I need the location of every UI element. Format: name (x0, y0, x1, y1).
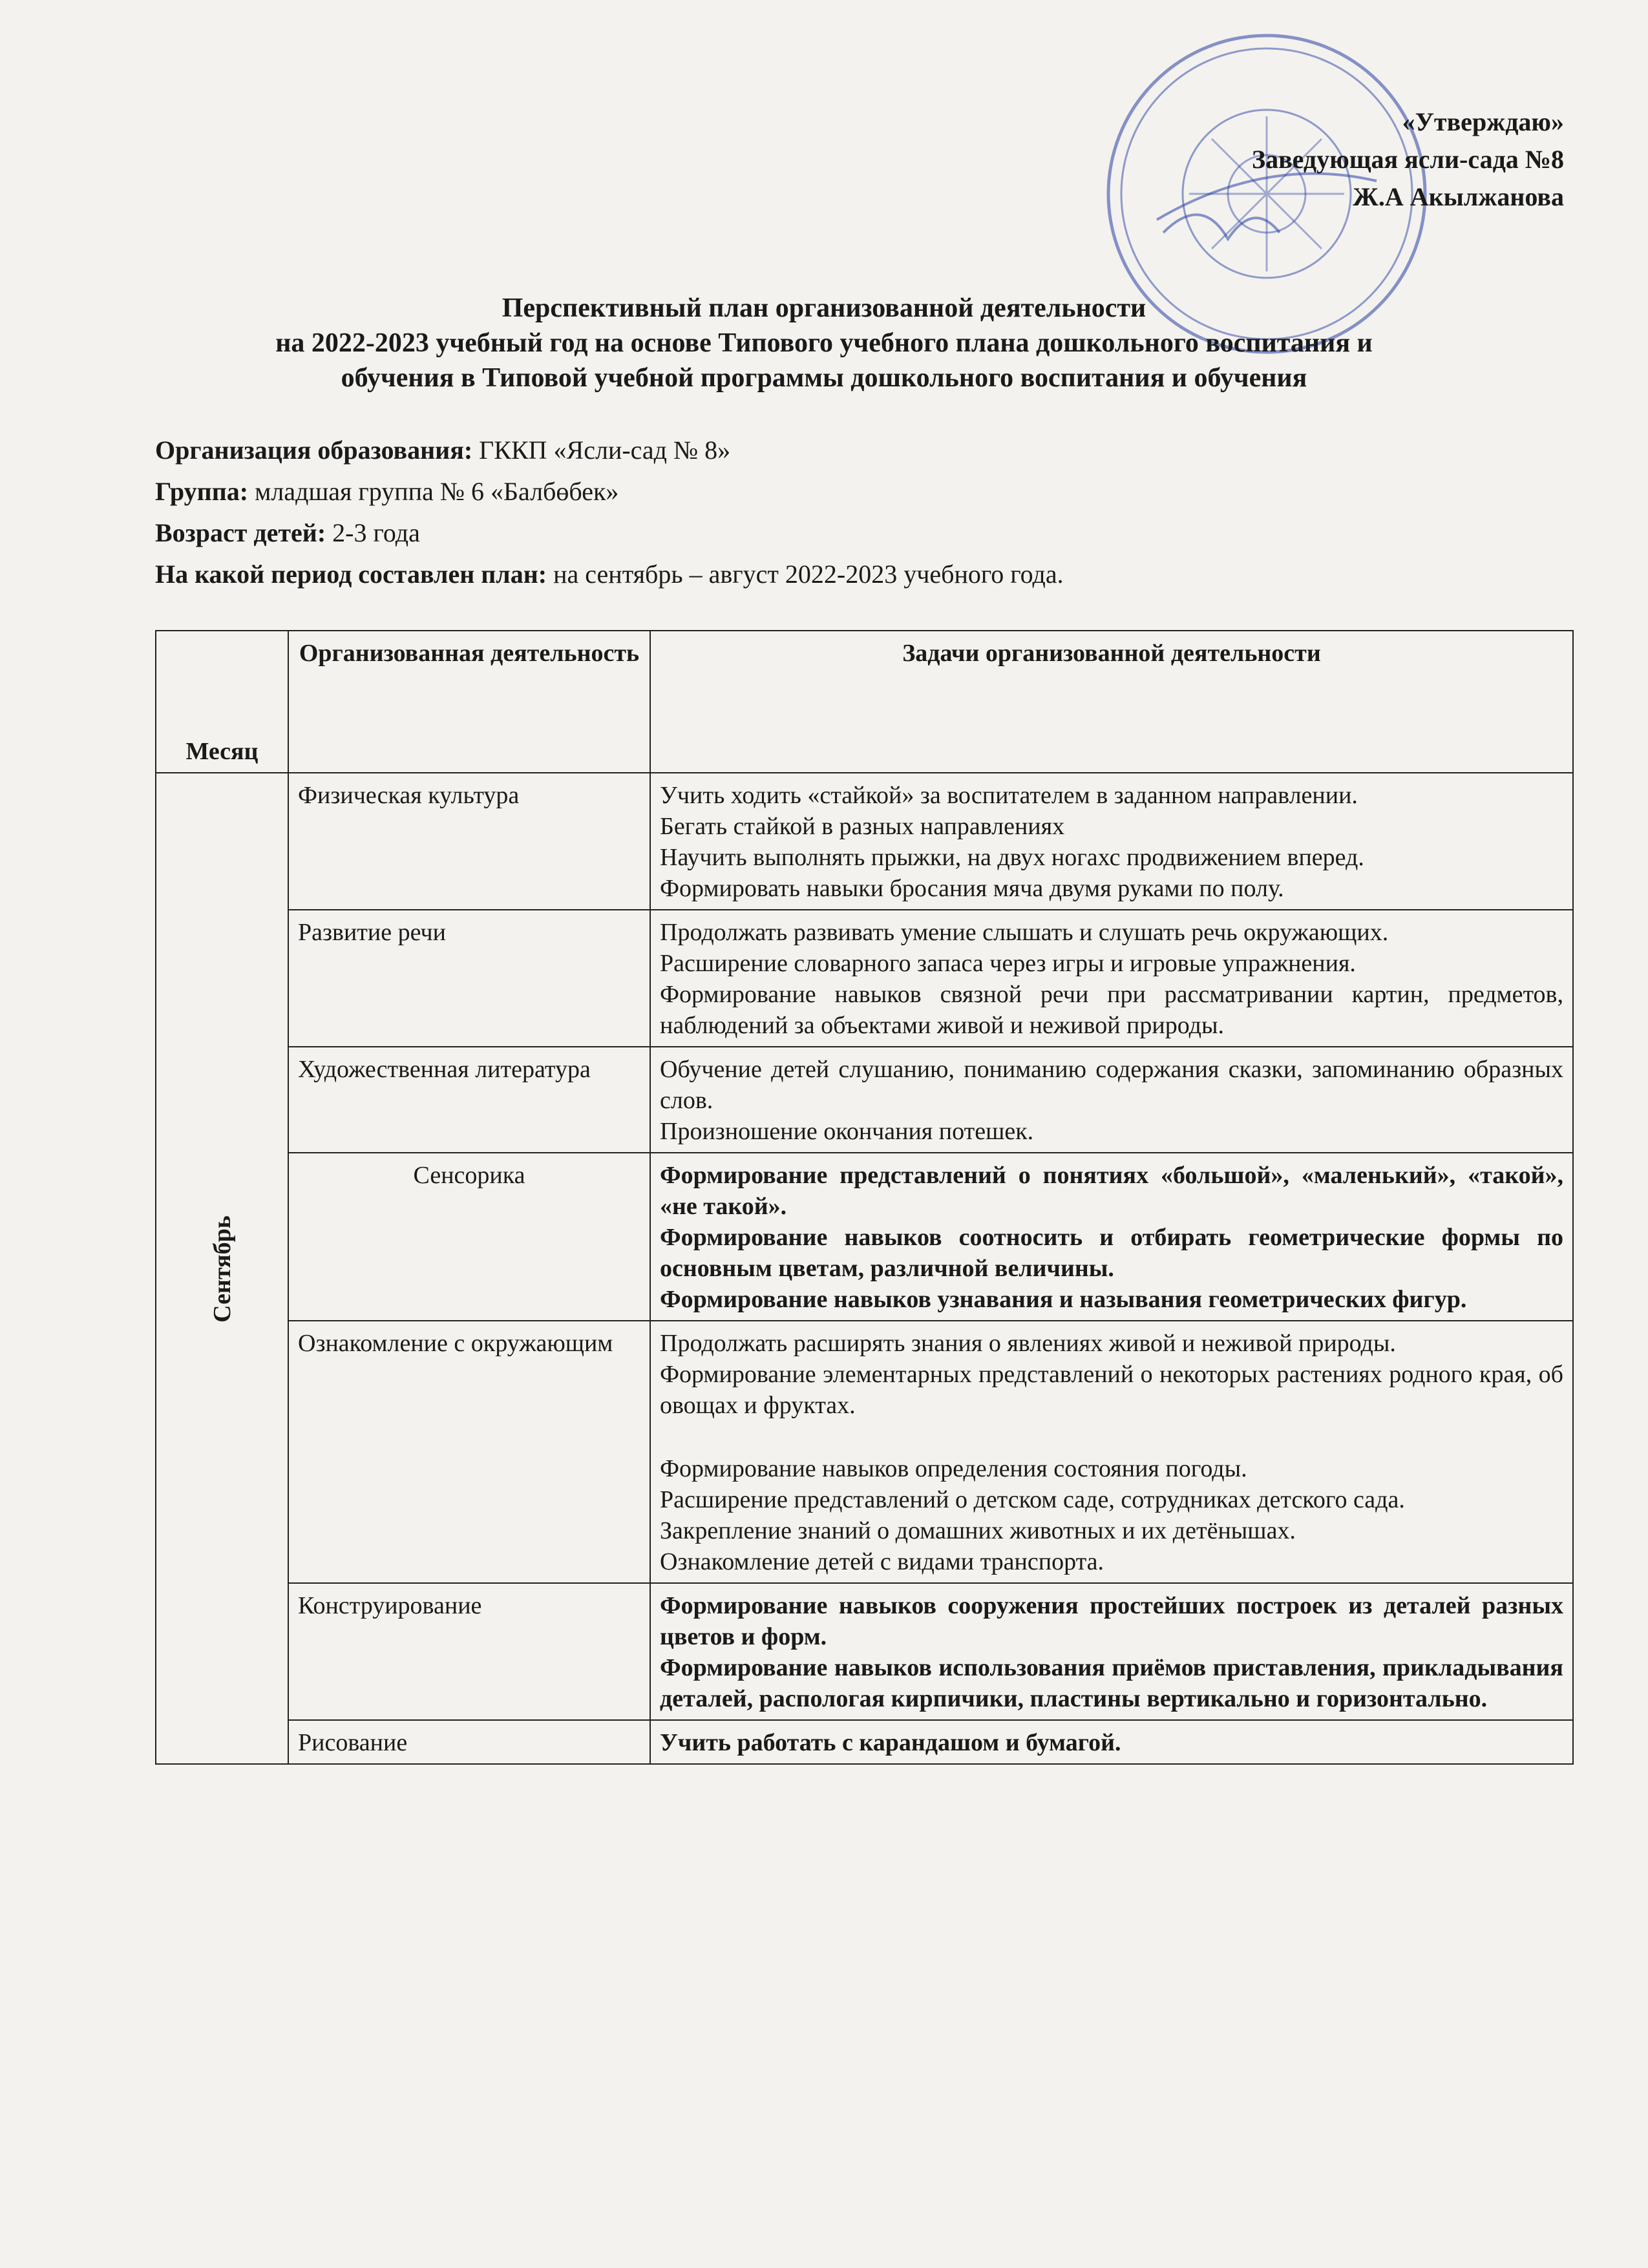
plan-table (155, 630, 1574, 1765)
task-item: Продолжать развивать умение слышать и слушать речь окружающих. (660, 919, 1389, 946)
activity-cell: Развитие речи (288, 910, 650, 1047)
info-period-label: На какой период составлен план: (155, 560, 547, 589)
task-item: Формирование навыков определения состояния погоды. (660, 1455, 1247, 1482)
tasks-cell (650, 1720, 1573, 1764)
task-item: Формирование элементарных представлений о некоторых растениях родного края, об овощах и фруктах. (660, 1361, 1563, 1419)
info-group (155, 471, 1064, 512)
task-item: Учить ходить «стайкой» за воспитателем в заданном направлении. (660, 782, 1358, 809)
task-item: Расширение словарного запаса через игры и игровые упражнения. (660, 950, 1356, 977)
tasks-cell (650, 773, 1573, 910)
table-header-row (156, 631, 1573, 773)
task-item: Расширение представлений о детском саде, сотрудниках детского сада. (660, 1486, 1405, 1513)
task-item: Обучение детей слушанию, пониманию содержания сказки, запоминанию образных слов. (660, 1056, 1563, 1114)
title-line-2: на 2022-2023 учебный год на основе Типового учебного плана дошкольного воспитания и (275, 328, 1373, 358)
title-line-3: обучения в Типовой учебной программы дошкольного воспитания и обучения (341, 363, 1307, 393)
info-org-value: ГККП «Ясли-сад № 8» (472, 436, 731, 465)
approval-line-3: Ж.А Акылжанова (1353, 182, 1564, 211)
title-line-1: Перспективный план организованной деятельности (502, 293, 1146, 323)
info-org-label: Организация образования: (155, 436, 473, 465)
tasks-cell (650, 1321, 1573, 1583)
activity-cell: Физическая культура (288, 773, 650, 910)
info-age (155, 512, 1064, 554)
task-item: Формирование навыков узнавания и называния геометрических фигур. (660, 1286, 1467, 1313)
task-item: Формирование навыков сооружения простейших построек из деталей разных цветов и форм. (660, 1592, 1563, 1650)
activity-cell: Конструирование (288, 1583, 650, 1720)
tasks-cell (650, 910, 1573, 1047)
table-body (156, 773, 1573, 1764)
table-row (156, 1153, 1573, 1321)
activity-cell: Ознакомление с окружающим (288, 1321, 650, 1583)
tasks-cell (650, 1583, 1573, 1720)
activity-cell: Сенсорика (288, 1153, 650, 1321)
tasks-cell (650, 1047, 1573, 1153)
task-item: Произношение окончания потешек. (660, 1118, 1034, 1145)
info-period (155, 554, 1064, 595)
info-age-value: 2-3 года (326, 518, 420, 547)
month-label: Сентябрь (208, 1215, 236, 1323)
table-row (156, 1720, 1573, 1764)
header-tasks: Задачи организованной деятельности (650, 631, 1573, 773)
table-row (156, 1047, 1573, 1153)
approval-line-1: «Утверждаю» (1402, 107, 1564, 136)
activity-cell: Художественная литература (288, 1047, 650, 1153)
approval-block (1252, 103, 1564, 216)
info-period-value: на сентябрь – август 2022-2023 учебного года. (547, 560, 1064, 589)
task-item: Научить выполнять прыжки, на двух ногахс продвижением вперед. (660, 844, 1364, 871)
table-row (156, 1321, 1573, 1583)
table-row (156, 773, 1573, 910)
task-item: Формирование навыков связной речи при рассматривании картин, предметов, наблюдений за объектами живой и неживой природы. (660, 981, 1563, 1039)
task-item: Продолжать расширять знания о явлениях живой и неживой природы. (660, 1330, 1396, 1357)
table-row (156, 1583, 1573, 1720)
task-item: Формировать навыки бросания мяча двумя руками по полу. (660, 875, 1284, 902)
info-group-label: Группа: (155, 477, 249, 506)
activity-cell: Рисование (288, 1720, 650, 1764)
header-activity: Организованная деятельность (288, 631, 650, 773)
task-item: Учить работать с карандашом и бумагой. (660, 1729, 1121, 1756)
task-item: Формирование представлений о понятиях «большой», «маленький», «такой», «не такой». (660, 1162, 1563, 1220)
month-cell (156, 773, 288, 1764)
plan-info (155, 430, 1064, 595)
info-organization (155, 430, 1064, 471)
table-row (156, 910, 1573, 1047)
tasks-cell (650, 1153, 1573, 1321)
approval-line-2: Заведующая ясли-сада №8 (1251, 145, 1564, 174)
task-item: Закрепление знаний о домашних животных и их детёнышах. (660, 1517, 1296, 1544)
task-item: Бегать стайкой в разных направлениях (660, 813, 1065, 840)
info-group-value: младшая группа № 6 «Балбөбек» (248, 477, 619, 506)
header-month: Месяц (156, 631, 288, 773)
document-title (90, 291, 1558, 395)
task-item: Ознакомление детей с видами транспорта. (660, 1548, 1104, 1575)
task-item: Формирование навыков использования приёмов приставления, прикладывания деталей, распологая кирпичики, пластины вертикально и горизонтально. (660, 1654, 1563, 1712)
task-item: Формирование навыков соотносить и отбирать геометрические формы по основным цветам, различной величины. (660, 1224, 1563, 1282)
info-age-label: Возраст детей: (155, 518, 326, 547)
